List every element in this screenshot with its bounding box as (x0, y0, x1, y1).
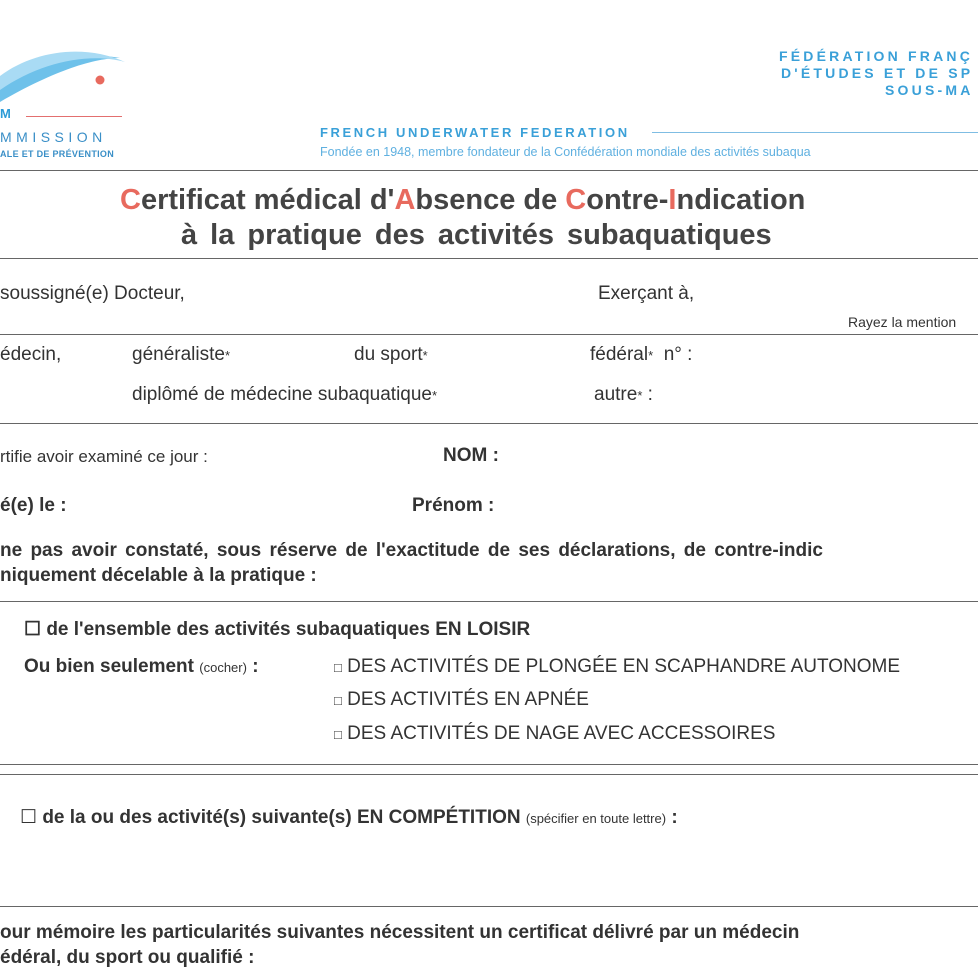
commission-subtitle: ALE ET DE PRÉVENTION (0, 149, 115, 159)
or-only-label: Ou bien seulement (cocher) : (24, 656, 259, 677)
separator (0, 170, 978, 171)
checkbox-icon[interactable]: □ (334, 727, 342, 742)
statement-line-2: niquement décelable à la pratique : (0, 565, 317, 586)
medecin-label: édecin, (0, 344, 62, 365)
title-segment: ertificat médical d' (140, 184, 395, 216)
memo-line-1: our mémoire les particularités suivantes nécessitent un certificat délivré par un médecin (0, 922, 800, 943)
separator (0, 774, 978, 775)
title-segment: ndication (676, 184, 806, 216)
du-sport-option: du sport* (354, 344, 428, 365)
generaliste-option: généraliste* (132, 344, 231, 365)
memo-line-2: édéral, du sport ou qualifié : (0, 947, 255, 968)
checkbox-icon[interactable]: ☐ (20, 807, 38, 828)
strike-mention-note: Rayez la mention (848, 314, 957, 330)
title-segment: ontre- (586, 184, 669, 216)
separator (0, 601, 978, 602)
separator (0, 334, 978, 335)
document-title-line-2: à la pratique des activités subaquatiques (181, 219, 772, 251)
federal-option: fédéral* n° : (590, 344, 693, 365)
competition-checkbox[interactable]: ☐ de la ou des activité(s) suivante(s) EN COMPÉTITION (spécifier en toute lettre) : (20, 807, 678, 828)
prenom-label: Prénom : (412, 495, 495, 516)
english-federation-name: FRENCH UNDERWATER FEDERATION (320, 125, 630, 140)
federation-line-2: D'ÉTUDES ET DE SP (781, 65, 974, 81)
founded-note: Fondée en 1948, membre fondateur de la Confédération mondiale des activités subaqua (320, 145, 811, 159)
separator (0, 906, 978, 907)
option-swimming-accessories[interactable]: □ DES ACTIVITÉS DE NAGE AVEC ACCESSOIRES (334, 723, 776, 744)
ffessm-logo-wave (0, 40, 140, 110)
option-scuba-diving[interactable]: □ DES ACTIVITÉS DE PLONGÉE EN SCAPHANDRE AUTONOME (334, 656, 901, 677)
diplome-option: diplômé de médecine subaquatique* (132, 384, 438, 405)
certify-examined-label: rtifie avoir examiné ce jour : (0, 447, 208, 466)
checkbox-icon[interactable]: □ (334, 693, 342, 708)
separator (0, 764, 978, 765)
logo-letter: M (0, 106, 11, 121)
federation-line-1: FÉDÉRATION FRANÇ (779, 48, 974, 64)
header-rule (652, 132, 978, 133)
checkbox-icon[interactable]: ☐ (24, 619, 42, 640)
statement-line-1: ne pas avoir constaté, sous réserve de l'exactitude de ses déclarations, de contre-indic (0, 540, 823, 561)
autre-option: autre* : (594, 384, 653, 405)
born-on-label: é(e) le : (0, 495, 67, 516)
title-segment: bsence de (415, 184, 566, 216)
practicing-at-label: Exerçant à, (598, 283, 695, 304)
leisure-activities-checkbox[interactable]: ☐ de l'ensemble des activités subaquatiques EN LOISIR (24, 619, 531, 640)
title-segment: I (668, 184, 677, 216)
option-apnea[interactable]: □ DES ACTIVITÉS EN APNÉE (334, 689, 589, 710)
title-segment: C (120, 184, 141, 216)
nom-label: NOM : (443, 445, 499, 466)
document-title-line-1 (120, 184, 805, 217)
separator (0, 258, 978, 259)
undersigned-label: soussigné(e) Docteur, (0, 283, 185, 304)
title-segment: C (565, 184, 587, 216)
separator (0, 423, 978, 424)
logo-divider (26, 116, 122, 117)
commission-name: MMISSION (0, 129, 107, 145)
federation-line-3: SOUS-MA (885, 82, 974, 98)
checkbox-icon[interactable]: □ (334, 660, 342, 675)
title-segment: A (394, 184, 416, 216)
